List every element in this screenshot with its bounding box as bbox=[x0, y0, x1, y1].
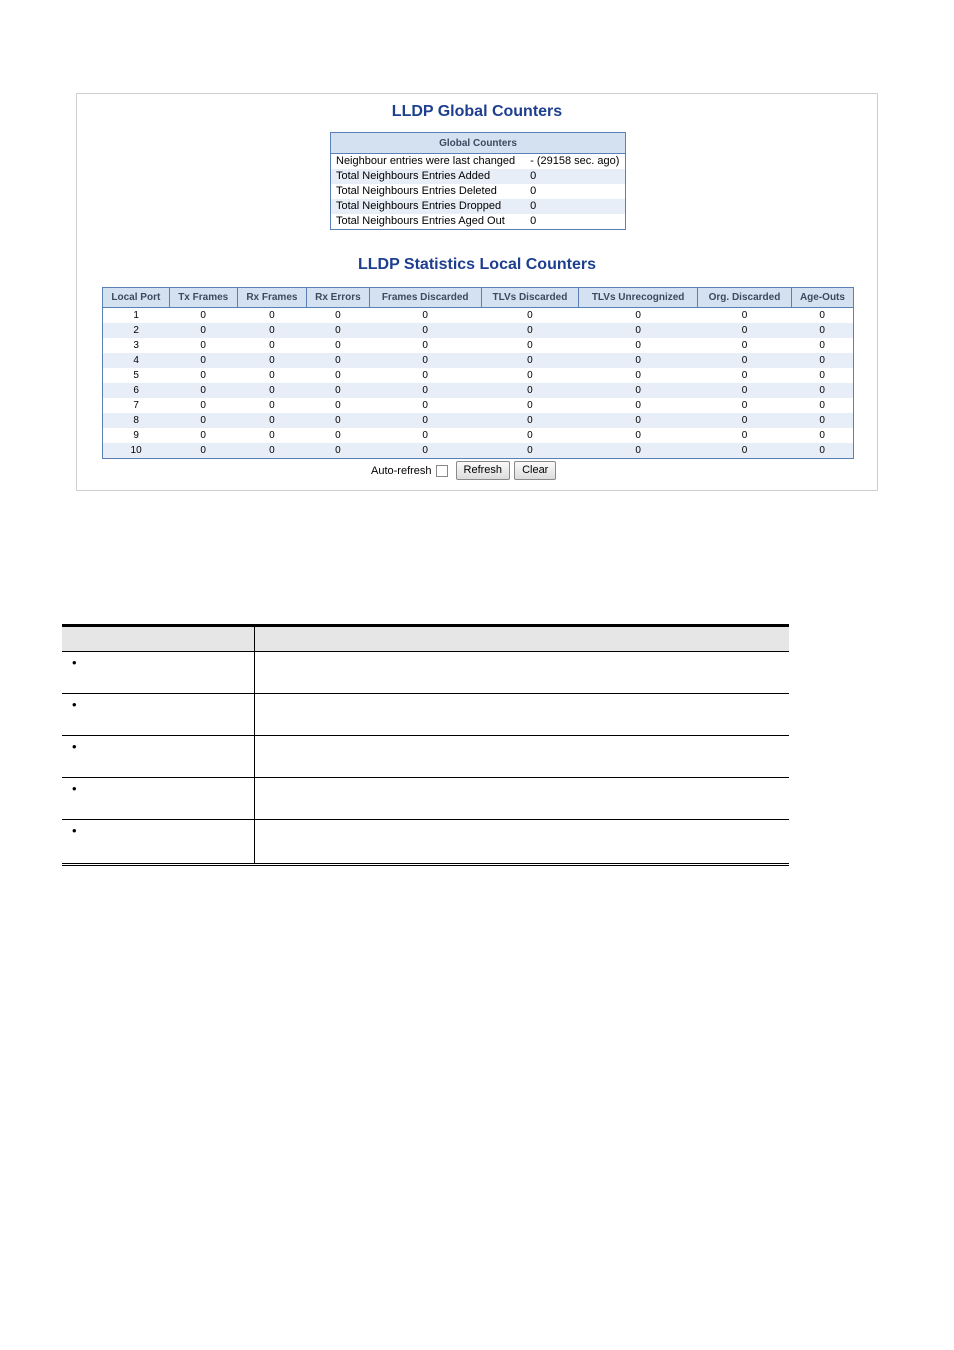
counter-cell: 0 bbox=[422, 370, 428, 381]
counter-cell: 0 bbox=[635, 400, 641, 411]
table-row bbox=[62, 820, 789, 865]
counter-cell: 0 bbox=[335, 310, 341, 321]
port-cell: 2 bbox=[103, 323, 170, 338]
counter-cell: 0 bbox=[481, 323, 579, 338]
counter-label: Total Neighbours Entries Aged Out bbox=[336, 215, 505, 227]
table-row bbox=[103, 443, 854, 459]
counter-cell: 0 bbox=[741, 340, 748, 351]
port-cell: 1 bbox=[133, 310, 139, 321]
counter-cell: 0 bbox=[791, 353, 853, 368]
counter-cell: 0 bbox=[422, 310, 428, 321]
counter-cell: 0 bbox=[307, 323, 370, 338]
description-header-row bbox=[62, 626, 789, 652]
port-cell: 5 bbox=[133, 370, 139, 381]
counter-cell: 0 bbox=[307, 443, 370, 459]
counter-cell: 0 bbox=[422, 430, 428, 441]
counter-value: 0 bbox=[526, 199, 625, 214]
auto-refresh-label: Auto-refresh bbox=[371, 464, 432, 477]
counter-cell: 0 bbox=[237, 413, 306, 428]
counter-cell: 0 bbox=[237, 383, 306, 398]
local-counters-table bbox=[102, 287, 854, 459]
counter-label: Total Neighbours Entries Added bbox=[331, 169, 527, 184]
counter-cell: 0 bbox=[741, 430, 748, 441]
counter-cell: 0 bbox=[169, 383, 237, 398]
counter-cell: 0 bbox=[741, 370, 748, 381]
counter-cell: 0 bbox=[791, 323, 853, 338]
counter-cell: 0 bbox=[791, 383, 853, 398]
counter-cell: 0 bbox=[269, 340, 275, 351]
table-row bbox=[62, 652, 789, 694]
counter-cell: 0 bbox=[579, 353, 698, 368]
column-header: Local Port bbox=[103, 288, 170, 308]
counter-cell: 0 bbox=[200, 310, 206, 321]
counter-cell: 0 bbox=[527, 340, 533, 351]
counter-cell: 0 bbox=[422, 400, 428, 411]
counter-cell: 0 bbox=[335, 430, 341, 441]
bullet-cell: • bbox=[62, 652, 255, 694]
counter-cell: 0 bbox=[335, 340, 341, 351]
global-counters-title: LLDP Global Counters bbox=[391, 103, 563, 120]
counter-cell: 0 bbox=[269, 430, 275, 441]
local-counters-header-row bbox=[103, 288, 854, 308]
global-counters-header: Global Counters bbox=[331, 133, 626, 154]
counter-cell: 0 bbox=[200, 430, 206, 441]
counter-cell: 0 bbox=[579, 323, 698, 338]
counter-cell: 0 bbox=[481, 413, 579, 428]
counter-cell: 0 bbox=[698, 353, 792, 368]
description-cell bbox=[255, 652, 790, 694]
counter-cell: 0 bbox=[791, 443, 853, 459]
counter-cell: 0 bbox=[369, 323, 481, 338]
description-cell bbox=[255, 736, 790, 778]
bullet-cell: • bbox=[62, 694, 255, 736]
counter-cell: 0 bbox=[237, 443, 306, 459]
column-header: Tx Frames bbox=[169, 288, 237, 308]
column-header: Age-Outs bbox=[791, 288, 853, 308]
counter-cell: 0 bbox=[269, 400, 275, 411]
table-row bbox=[331, 214, 626, 230]
table-row bbox=[331, 154, 626, 170]
table-row bbox=[62, 694, 789, 736]
counter-cell: 0 bbox=[237, 323, 306, 338]
counter-cell: 0 bbox=[481, 443, 579, 459]
counter-label: Neighbour entries were last changed bbox=[336, 155, 516, 167]
counter-cell: 0 bbox=[169, 323, 237, 338]
table-row bbox=[331, 169, 626, 184]
object-header-cell bbox=[62, 626, 255, 652]
counter-cell: 0 bbox=[369, 413, 481, 428]
port-cell: 7 bbox=[133, 400, 139, 411]
column-header: Org. Discarded bbox=[698, 288, 792, 308]
table-row bbox=[62, 778, 789, 820]
port-cell: 4 bbox=[103, 353, 170, 368]
description-cell bbox=[255, 820, 790, 865]
counter-cell: 0 bbox=[481, 353, 579, 368]
counter-cell: 0 bbox=[169, 443, 237, 459]
table-row bbox=[103, 308, 854, 324]
counter-label: Total Neighbours Entries Dropped bbox=[331, 199, 527, 214]
counter-cell: 0 bbox=[369, 383, 481, 398]
port-cell: 3 bbox=[133, 340, 139, 351]
table-row bbox=[103, 413, 854, 428]
counter-cell: 0 bbox=[698, 383, 792, 398]
global-counters-table bbox=[330, 132, 626, 230]
counter-cell: 0 bbox=[169, 413, 237, 428]
counter-cell: 0 bbox=[269, 370, 275, 381]
counter-cell: 0 bbox=[579, 383, 698, 398]
table-row bbox=[103, 428, 854, 443]
counter-cell: 0 bbox=[335, 400, 341, 411]
counter-cell: 0 bbox=[307, 383, 370, 398]
counter-cell: 0 bbox=[369, 443, 481, 459]
counter-cell: 0 bbox=[527, 370, 533, 381]
counter-cell: 0 bbox=[579, 413, 698, 428]
counter-cell: 0 bbox=[335, 370, 341, 381]
refresh-controls bbox=[371, 461, 556, 480]
table-row bbox=[103, 338, 854, 353]
auto-refresh-checkbox[interactable] bbox=[436, 465, 448, 477]
counter-cell: 0 bbox=[307, 413, 370, 428]
description-table bbox=[62, 624, 789, 866]
table-row bbox=[103, 368, 854, 383]
description-cell bbox=[255, 778, 790, 820]
counter-cell: 0 bbox=[169, 353, 237, 368]
counter-value: 0 bbox=[530, 215, 537, 227]
counter-cell: 0 bbox=[527, 310, 533, 321]
counter-value: 0 bbox=[526, 169, 625, 184]
counter-cell: 0 bbox=[635, 310, 641, 321]
counter-value: 0 bbox=[530, 185, 537, 197]
table-row bbox=[103, 323, 854, 338]
counter-cell: 0 bbox=[819, 430, 825, 441]
refresh-button[interactable]: Refresh bbox=[456, 461, 511, 480]
bullet-cell: • bbox=[62, 778, 255, 820]
counter-cell: 0 bbox=[237, 353, 306, 368]
counter-cell: 0 bbox=[698, 323, 792, 338]
table-row bbox=[103, 353, 854, 368]
port-cell: 6 bbox=[103, 383, 170, 398]
bullet-cell: • bbox=[62, 736, 255, 778]
table-row bbox=[103, 383, 854, 398]
clear-button[interactable]: Clear bbox=[514, 461, 556, 480]
counter-cell: 0 bbox=[369, 353, 481, 368]
column-header: Frames Discarded bbox=[369, 288, 481, 308]
counter-cell: 0 bbox=[791, 413, 853, 428]
column-header: TLVs Discarded bbox=[481, 288, 579, 308]
port-cell: 10 bbox=[103, 443, 170, 459]
column-header: Rx Errors bbox=[307, 288, 370, 308]
column-header: TLVs Unrecognized bbox=[579, 288, 698, 308]
table-row bbox=[331, 184, 626, 199]
port-cell: 8 bbox=[103, 413, 170, 428]
counter-cell: 0 bbox=[481, 383, 579, 398]
table-row bbox=[103, 398, 854, 413]
bullet-cell: • bbox=[62, 820, 255, 865]
counter-cell: 0 bbox=[741, 310, 748, 321]
counter-cell: 0 bbox=[579, 443, 698, 459]
lldp-counters-panel bbox=[76, 93, 878, 491]
counter-cell: 0 bbox=[741, 400, 748, 411]
counter-cell: 0 bbox=[635, 370, 641, 381]
counter-cell: 0 bbox=[635, 430, 641, 441]
description-header-cell bbox=[255, 626, 790, 652]
counter-value: - (29158 sec. ago) bbox=[530, 155, 620, 167]
local-counters-title: LLDP Statistics Local Counters bbox=[358, 256, 596, 273]
counter-cell: 0 bbox=[819, 370, 825, 381]
counter-cell: 0 bbox=[698, 413, 792, 428]
counter-cell: 0 bbox=[422, 340, 428, 351]
description-cell bbox=[255, 694, 790, 736]
counter-cell: 0 bbox=[200, 340, 206, 351]
counter-cell: 0 bbox=[819, 400, 825, 411]
counter-cell: 0 bbox=[269, 310, 275, 321]
counter-cell: 0 bbox=[200, 370, 206, 381]
counter-label: Total Neighbours Entries Deleted bbox=[336, 185, 497, 197]
counter-cell: 0 bbox=[527, 400, 533, 411]
counter-cell: 0 bbox=[698, 443, 792, 459]
column-header: Rx Frames bbox=[237, 288, 306, 308]
counter-cell: 0 bbox=[819, 340, 825, 351]
counter-cell: 0 bbox=[819, 310, 825, 321]
local-counters-body bbox=[103, 308, 854, 459]
counter-cell: 0 bbox=[307, 353, 370, 368]
counter-cell: 0 bbox=[527, 430, 533, 441]
table-row bbox=[331, 199, 626, 214]
table-row bbox=[62, 736, 789, 778]
port-cell: 9 bbox=[133, 430, 139, 441]
counter-cell: 0 bbox=[635, 340, 641, 351]
counter-cell: 0 bbox=[200, 400, 206, 411]
